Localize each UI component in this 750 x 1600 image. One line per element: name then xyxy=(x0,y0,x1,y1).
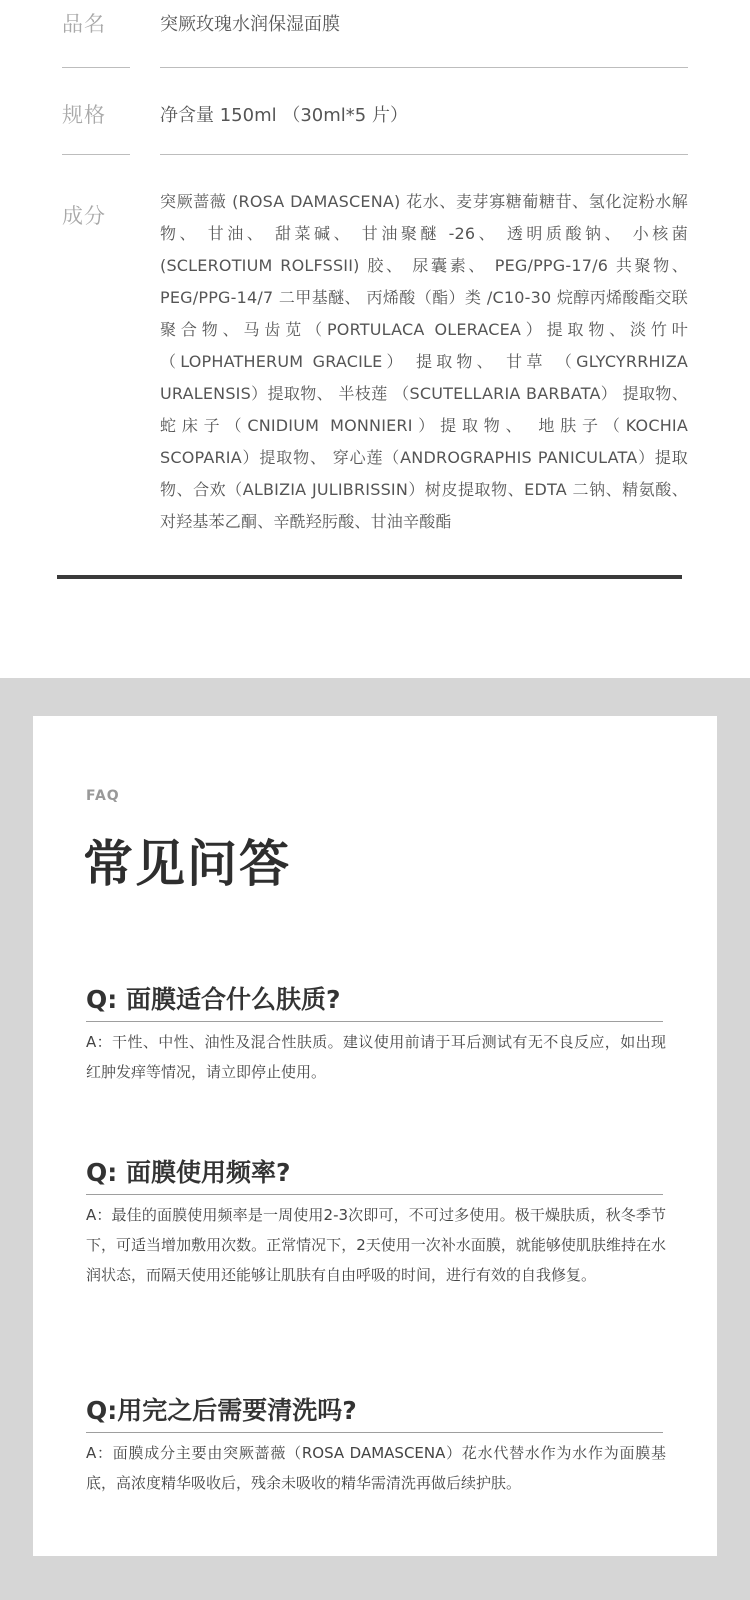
faq-title: 常见问答 xyxy=(83,835,291,893)
faq-card xyxy=(33,716,717,1556)
faq-answer: A：干性、中性、油性及混合性肤质。建议使用前请于耳后测试有无不良反应，如出现红肿发痒等情况，请立即停止使用。 xyxy=(86,1033,666,1081)
faq-question: Q: 面膜使用频率? xyxy=(86,1158,291,1187)
faq-tag: FAQ xyxy=(86,788,120,804)
section-divider xyxy=(57,575,682,579)
faq-question: Q: 面膜适合什么肤质? xyxy=(86,985,341,1014)
divider xyxy=(160,67,688,68)
divider xyxy=(62,67,130,68)
name-label: 品名 xyxy=(62,12,106,36)
faq-answer: A：面膜成分主要由突厥蔷薇（ROSA DAMASCENA）花水代替水作为水作为面膜基底，高浓度精华吸收后，残余未吸收的精华需清洗再做后续护肤。 xyxy=(86,1444,666,1492)
product-spec-section xyxy=(0,0,750,678)
faq-divider xyxy=(86,1021,663,1022)
size-label: 规格 xyxy=(62,103,106,127)
ingredients-label: 成分 xyxy=(62,204,106,228)
faq-question: Q:用完之后需要清洗吗? xyxy=(86,1396,357,1425)
size-value: 净含量 150ml （30ml*5 片） xyxy=(160,105,408,126)
divider xyxy=(62,154,130,155)
ingredients-value: 突厥蔷薇 (ROSA DAMASCENA) 花水、麦芽寡糖葡糖苷、氢化淀粉水解物、 甘油、 甜菜碱、 甘油聚醚 -26、 透明质酸钠、 小核菌 (SCLEROTIUM ROLFSSII) 胶、 尿囊素、 PEG/PPG-17/6 共聚物、 PEG/PPG-14/7 二甲基醚、 丙烯酸（酯）类 /C10-30 烷醇丙烯酸酯交联聚合物、马齿苋（PORTULACA OLERACEA）提取物、淡竹叶 （LOPHATHERUM GRACILE） 提取物、 甘草 （GLYCYRRHIZA URALENSIS）提取物、 半枝莲 （SCUTELLARIA BARBATA） 提取物、 蛇床子（CNIDIUM MONNIERI）提取物、 地肤子（KOCHIA SCOPARIA）提取物、 穿心莲（ANDROGRAPHIS PANICULATA）提取物、合欢（ALBIZIA JULIBRISSIN）树皮提取物、EDTA 二钠、精氨酸、对羟基苯乙酮、辛酰羟肟酸、甘油辛酸酯 xyxy=(160,192,688,531)
name-value: 突厥玫瑰水润保湿面膜 xyxy=(160,14,340,35)
faq-divider xyxy=(86,1432,663,1433)
faq-answer: A：最佳的面膜使用频率是一周使用2-3次即可，不可过多使用。极干燥肤质，秋冬季节下，可适当增加敷用次数。正常情况下，2天使用一次补水面膜，就能够使肌肤维持在水润状态，而隔天使用还能够让肌肤有自由呼吸的时间，进行有效的自我修复。 xyxy=(86,1206,666,1284)
faq-divider xyxy=(86,1194,663,1195)
divider xyxy=(160,154,688,155)
